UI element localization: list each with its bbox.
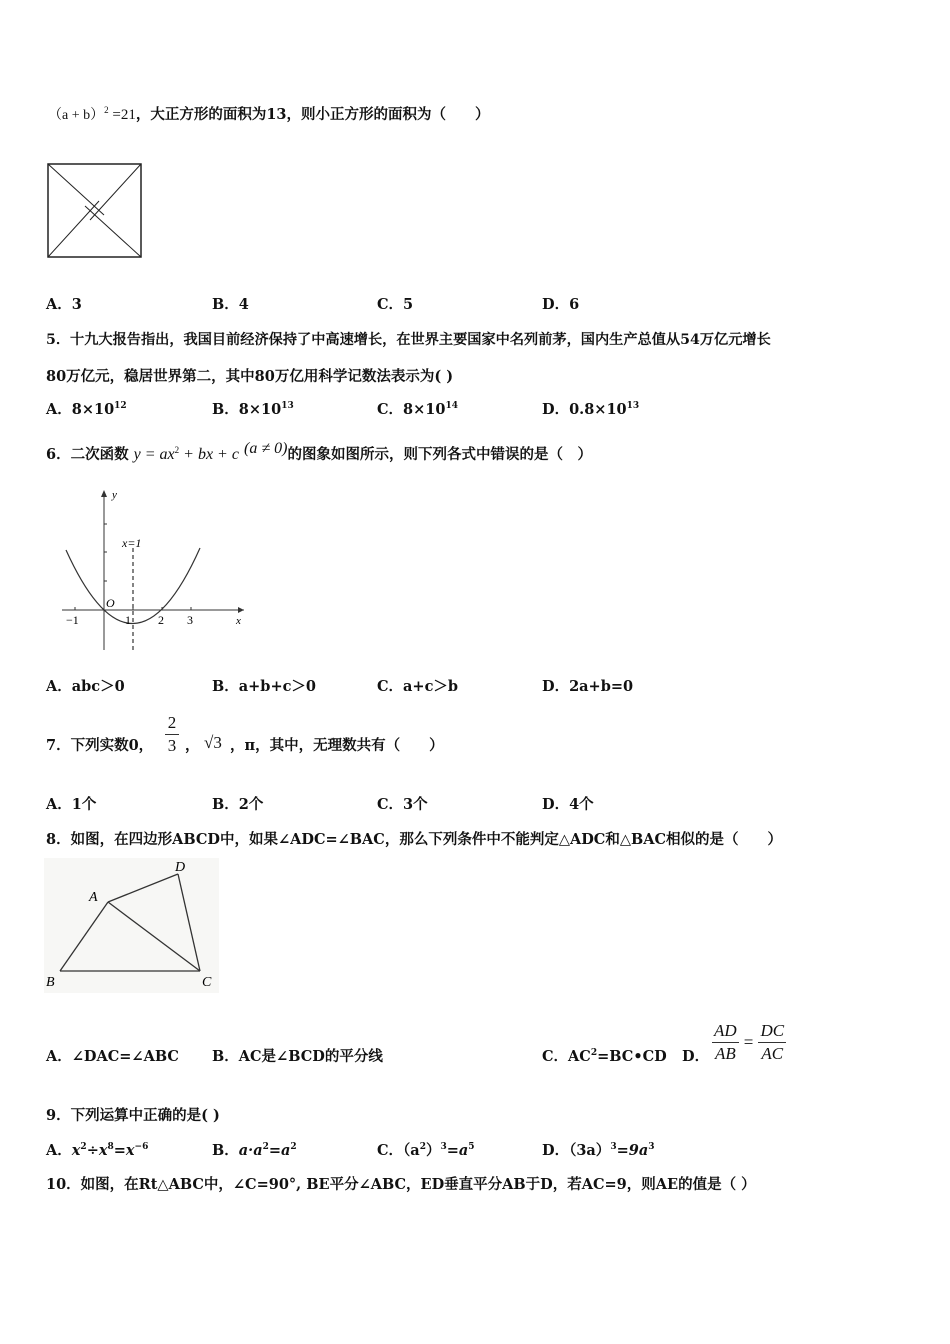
q5-option-d-label: D．0.8×10	[542, 401, 627, 418]
q8-option-d-frac2-num: DC	[758, 1020, 786, 1043]
q6-option-d[interactable]: D．2a+b=0	[542, 678, 634, 695]
q7-frac-num: 2	[167, 713, 177, 732]
q9-option-a-mid: ÷x	[86, 1142, 108, 1159]
q8-option-d-frac2-den: AC	[761, 1044, 784, 1063]
q8-option-d-frac1-den: AB	[714, 1044, 736, 1063]
q6-option-c[interactable]: C．a+c＞b	[377, 678, 459, 695]
q8-label-a: A	[89, 890, 98, 905]
q4-option-d[interactable]: D．6	[542, 296, 580, 313]
q8-option-d-label: D．	[682, 1048, 710, 1065]
q8-stem: 8．如图，在四边形ABCD中，如果∠ADC=∠BAC，那么下列条件中不能判定△ADC和△BAC相似的是（ ）	[46, 831, 783, 848]
q5-option-a[interactable]	[46, 401, 127, 419]
q6-graph-tick-neg1: −1	[66, 613, 79, 627]
q6-graph-tick-1: 1	[125, 613, 131, 627]
q4-option-a[interactable]: A．3	[46, 296, 82, 313]
q7-fraction	[165, 712, 179, 757]
q6-formula-exp: 2	[174, 445, 180, 456]
q8-option-d-formula	[712, 1020, 786, 1065]
q8-option-c-exp: 2	[590, 1048, 598, 1059]
q7-sep: ，	[185, 737, 200, 754]
q7-option-b[interactable]: B．2个	[212, 796, 264, 813]
q9-option-a-exp1: 2	[80, 1142, 87, 1153]
q5-option-b-label: B．8×10	[212, 401, 282, 418]
q6-graph-y-label: y	[112, 489, 117, 501]
q8-label-d: D	[175, 860, 186, 875]
q4-option-b[interactable]: B．4	[212, 296, 249, 313]
q9-option-c-pre: C．（a	[377, 1142, 420, 1159]
q4-formula-exp: 2	[104, 105, 109, 116]
q9-option-d-pre: D．（3a）	[542, 1142, 611, 1159]
q5-option-b-exp: 13	[281, 401, 294, 412]
q5-option-d[interactable]	[542, 401, 639, 419]
q6-formula: y = ax	[133, 446, 175, 463]
q5-line1: 5．十九大报告指出，我国目前经济保持了中高速增长，在世界主要国家中名列前茅，国内生产总值从54万亿元增长	[46, 332, 771, 348]
q6-option-b[interactable]: B．a+b+c＞0	[212, 678, 317, 695]
q6-condition: (a ≠ 0)	[244, 440, 288, 457]
q9-option-b-exp1: 2	[262, 1142, 269, 1153]
q9-option-d[interactable]	[542, 1142, 654, 1160]
q9-option-c-mid2: =a	[446, 1142, 469, 1159]
q8-option-d-frac1	[712, 1020, 739, 1065]
q9-option-b-exp2: 2	[290, 1142, 297, 1153]
q8-label-c: C	[202, 975, 212, 990]
q9-option-a-pre: A．	[46, 1142, 72, 1159]
q9-option-a[interactable]	[46, 1142, 148, 1160]
q7-sqrt: √3	[204, 733, 222, 752]
q4-option-c[interactable]: C．5	[377, 296, 414, 313]
q4-text: ，大正方形的面积为13，则小正方形的面积为（ ）	[135, 106, 490, 123]
q6-prefix: 6．二次函数	[46, 446, 129, 463]
q10-stem: 10．如图，在Rt△ABC中，∠C=90°, BE平分∠ABC，ED垂直平分AB于D，若AC=9，则AE的值是（ ）	[46, 1176, 756, 1193]
q5-line2: 80万亿元，稳居世界第二，其中80万亿用科学记数法表示为( )	[46, 368, 454, 385]
q6-graph-origin: O	[106, 596, 115, 610]
q8-option-c-rest: =BC•CD	[597, 1048, 667, 1065]
q9-option-d-exp2: 3	[648, 1142, 655, 1153]
q9-stem: 9．下列运算中正确的是( )	[46, 1107, 220, 1124]
q5-option-c-label: C．8×10	[377, 401, 446, 418]
q9-option-a-exp3: −6	[134, 1142, 149, 1153]
q6-option-a[interactable]: A．abc＞0	[46, 678, 125, 695]
q9-option-d-mid: =9a	[616, 1142, 649, 1159]
q5-option-b[interactable]	[212, 401, 294, 419]
q6-stem	[46, 440, 592, 464]
q8-option-c[interactable]	[542, 1048, 667, 1066]
q7-option-a[interactable]: A．1个	[46, 796, 97, 813]
q8-option-d-frac2	[758, 1020, 786, 1065]
q9-option-a-base: x	[71, 1142, 81, 1159]
q7-frac-den: 3	[167, 736, 177, 755]
q5-option-d-exp: 13	[626, 401, 640, 412]
q8-option-b[interactable]: B．AC是∠BCD的平分线	[212, 1048, 383, 1065]
q6-graph-x-label: x	[236, 615, 241, 627]
q5-option-a-label: A．8×10	[46, 401, 115, 418]
q7-option-c[interactable]: C．3个	[377, 796, 428, 813]
q6-formula-rest: + bx + c	[179, 446, 239, 463]
q6-suffix: 的图象如图所示，则下列各式中错误的是（ ）	[287, 446, 592, 463]
q9-option-b-base: a·a	[238, 1142, 263, 1159]
q4-square-figure	[46, 162, 144, 260]
q6-graph-tick-2: 2	[158, 613, 164, 627]
q6-parabola-graph	[58, 486, 248, 656]
q9-option-b-pre: B．	[212, 1142, 239, 1159]
q9-option-c-exp2: 3	[440, 1142, 447, 1153]
q8-option-c-label: C．AC	[542, 1048, 591, 1065]
q5-option-c-exp: 14	[445, 401, 458, 412]
q9-option-a-mid2: =x	[113, 1142, 135, 1159]
q8-quadrilateral-figure	[44, 858, 219, 993]
q9-option-b-mid: =a	[268, 1142, 291, 1159]
q5-option-c[interactable]	[377, 401, 458, 419]
q8-option-d[interactable]	[682, 1048, 709, 1066]
q9-option-d-exp1: 3	[610, 1142, 617, 1153]
q9-option-b[interactable]	[212, 1142, 297, 1160]
q9-option-a-exp2: 8	[107, 1142, 114, 1153]
q8-option-d-frac1-num: AD	[712, 1020, 739, 1043]
q4-formula-lhs: （a + b）	[48, 108, 105, 123]
q5-option-a-exp: 12	[114, 401, 127, 412]
q8-label-b: B	[46, 975, 55, 990]
q9-option-c-exp3: 5	[468, 1142, 475, 1153]
q4-stem	[48, 106, 490, 125]
q7-option-d[interactable]: D．4个	[542, 796, 594, 813]
q9-option-c-exp1: 2	[419, 1142, 426, 1153]
q8-option-a[interactable]: A．∠DAC=∠ABC	[46, 1048, 179, 1065]
q9-option-c-mid: ）	[425, 1142, 441, 1159]
q6-graph-axis-line-label: x=1	[122, 536, 142, 550]
q9-option-c[interactable]	[377, 1142, 475, 1160]
q4-formula-rhs: =21	[108, 107, 136, 123]
q8-option-d-eq: =	[743, 1032, 754, 1052]
q7-prefix: 7．下列实数0，	[46, 737, 154, 754]
q6-graph-tick-3: 3	[187, 613, 193, 627]
q7-suffix: ，π，其中，无理数共有（ ）	[230, 737, 444, 754]
